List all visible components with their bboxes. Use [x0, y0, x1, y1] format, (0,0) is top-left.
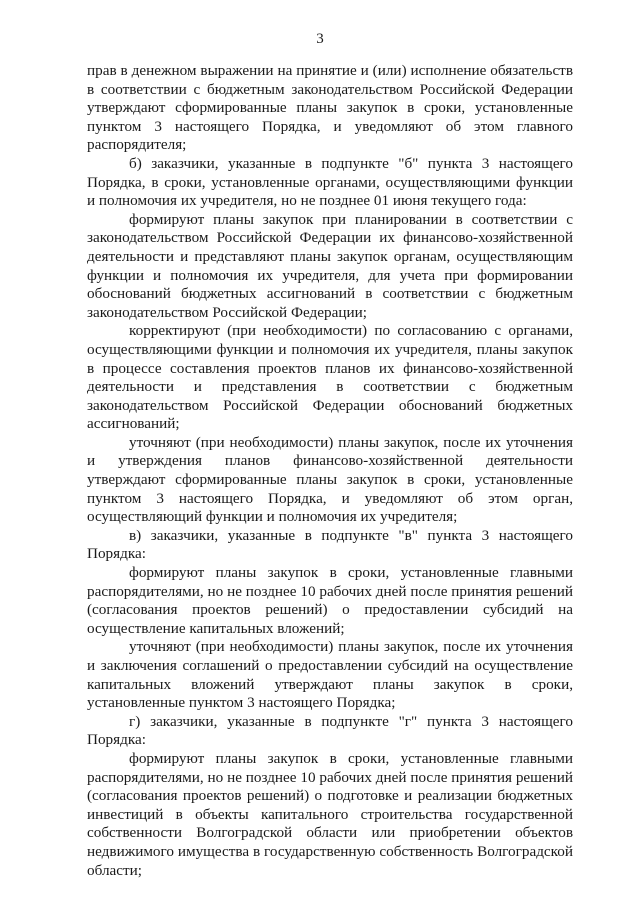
paragraph-g-form-plans: формируют планы закупок в сроки, установленные главными распорядителями, но не позднее 10 рабочих дней после принятия решений (согласования проектов решений) о подготовке и реализации бюджетных инвестиций в объекты капитального строительства государственной собственности Волгоградской области или приобретении объектов недвижимого имущества в государственную собственность Волгоградской области;	[87, 749, 573, 879]
page-number: 3	[316, 31, 324, 47]
paragraph-v-refine-plans: уточняют (при необходимости) планы закупок, после их уточнения и заключения соглашений о предоставлении субсидий на осуществление капитальных вложений утверждают планы закупок в сроки, установленные пунктом 3 настоящего Порядка;	[87, 638, 573, 712]
paragraph-subpoint-g: г) заказчики, указанные в подпункте "г" пункта 3 настоящего Порядка:	[87, 712, 573, 749]
paragraph-b-form-plans: формируют планы закупок при планировании в соответствии с законодательством Российской Федерации их финансово-хозяйственной деятельности и представляют планы закупок органам, осуществляющим функции и полномочия их учредителя, для учета при формировании обоснований бюджетных ассигнований в соответствии с бюджетным законодательством Российской Федерации;	[87, 210, 573, 321]
paragraph-subpoint-v: в) заказчики, указанные в подпункте "в" пункта 3 настоящего Порядка:	[87, 526, 573, 563]
paragraph-v-form-plans: формируют планы закупок в сроки, установленные главными распорядителями, но не позднее 10 рабочих дней после принятия решений (согласования проектов решений) о предоставлении субсидий на осуществление капитальных вложений;	[87, 564, 573, 637]
paragraph-continuation: прав в денежном выражении на принятие и (или) исполнение обязательств в соответствии с бюджетным законодательством Российской Федерации утверждают сформированные планы закупок в сроки, установленные пунктом 3 настоящего Порядка, и уведомляют об этом главного распорядителя;	[87, 62, 573, 154]
paragraph-b-correct-plans: корректируют (при необходимости) по согласованию с органами, осуществляющими функции и полномочия их учредителя, планы закупок в процессе составления проектов планов их финансово-хозяйственной деятельности и представления в соответствии с бюджетным законодательством Российской Федерации обоснований бюджетных ассигнований;	[87, 322, 573, 433]
paragraph-b-refine-plans: уточняют (при необходимости) планы закупок, после их уточнения и утверждения планов финансово-хозяйственной деятельности утверждают сформированные планы закупок в сроки, установленные пунктом 3 настоящего Порядка, и уведомляют об этом орган, осуществляющий функции и полномочия их учредителя;	[87, 433, 573, 526]
document-body	[87, 62, 573, 880]
paragraph-subpoint-b: б) заказчики, указанные в подпункте "б" пункта 3 настоящего Порядка, в сроки, установленные органами, осуществляющими функции и полномочия их учредителя, но не позднее 01 июня текущего года:	[87, 154, 573, 210]
